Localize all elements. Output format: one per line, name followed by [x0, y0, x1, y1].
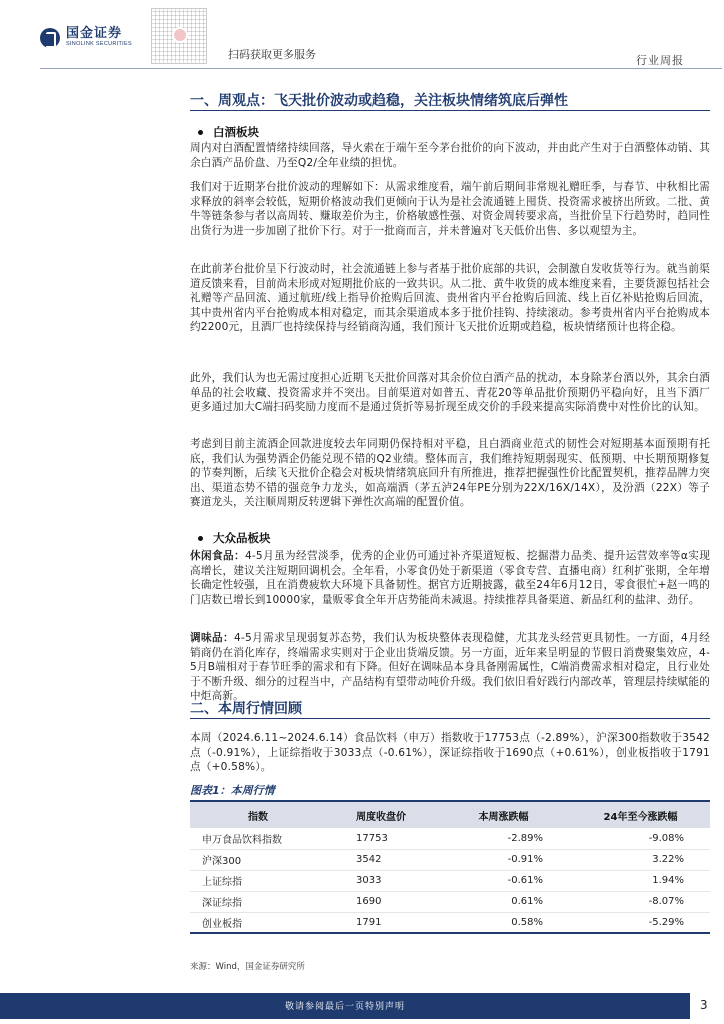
weekly-performance-table [190, 802, 710, 934]
table-cell: 17753 [326, 828, 436, 849]
table-cell: 深证综指 [190, 891, 326, 912]
paragraph-lead: 休闲食品： [190, 550, 245, 562]
table-cell: 0.58% [436, 912, 571, 933]
table-cell: 沪深300 [190, 849, 326, 870]
column-header: 周度收盘价 [326, 802, 436, 828]
header-divider [40, 68, 722, 69]
company-logo [40, 27, 132, 48]
section-divider [190, 718, 710, 719]
table-cell: 3542 [326, 849, 436, 870]
table-cell: 上证综指 [190, 870, 326, 891]
table-cell: 申万食品饮料指数 [190, 828, 326, 849]
table-row [190, 828, 710, 849]
subheading-consumer-goods [190, 530, 271, 546]
footer-disclaimer[interactable]: 敬请参阅最后一页特别声明 [284, 1002, 405, 1012]
table-cell: 3033 [326, 870, 436, 891]
report-type: 行业周报 [636, 54, 684, 67]
subheading-baijiu [190, 124, 259, 140]
column-header: 指数 [190, 802, 326, 828]
table-header-row [190, 802, 710, 828]
table-source: 来源：Wind，国金证券研究所 [190, 962, 305, 972]
table-cell: 1690 [326, 891, 436, 912]
table-cell: 3.22% [571, 849, 710, 870]
table-row [190, 849, 710, 870]
subheading-label: 白酒板块 [213, 125, 259, 139]
paragraph: 在此前茅台批价呈下行波动时，社会流通链上参与者基于批价底部的共识，会制激自发收货等行为。就当前渠道反馈来看，目前尚未形成对短期批价底的一致共识。从二批、黄牛收货的成本维度来看，主要货源包括社会礼赠等产品回流、通过航班/线上指导价抢购后回流、贵州省内平台抢购后回流、线上百亿补贴抢购后回流，其中贵州省内平台抢购成本相对稳定，而其余渠道成本多于批价挂钩、持续滚动。参考贵州省内平台抢购成本约2200元，且酒厂也持续保持与经销商沟通，我们预计飞天批价近期或趋稳，板块情绪预计也将企稳。 [190, 263, 710, 334]
table-cell: 0.61% [436, 891, 571, 912]
paragraph-condiments [190, 631, 710, 704]
logo-name-cn: 国金证券 [66, 26, 123, 41]
table-cell: -9.08% [571, 828, 710, 849]
paragraph: 此外，我们认为也无需过度担心近期飞天批价回落对其余价位白酒产品的扰动，本身除茅台酒以外，其余白酒单品的社会收藏、投资需求并不突出。目前渠道对如普五、青花20等单品批价预期仍平稳向好，且当下酒厂更多通过加大C端扫码奖励力度而不是通过货折等易折现至成交价的手段来提高实际消费中对性价比的认知。 [190, 372, 710, 414]
paragraph: 本周（2024.6.11~2024.6.14）食品饮料（申万）指数收于17753点（-2.89%），沪深300指数收于3542点（-0.91%），上证综指收于3033点（-0.61%），深证综指收于1690点（+0.61%），创业板指收于1791点（+0.58%）。 [190, 732, 710, 774]
table-cell: -5.29% [571, 912, 710, 933]
table-cell: -8.07% [571, 891, 710, 912]
bullet-icon [198, 536, 203, 541]
paragraph-body: 4-5月虽为经营淡季，优秀的企业仍可通过补齐渠道短板、挖掘潜力品类、提升运营效率等α实现高增长，建议关注短期回调机会。全年看，小零食仍处于新渠道（零食专营、直播电商）红利扩张期，全年增长确定性较强，且在消费疲软大环境下具备韧性。据官方近期披露，截至24年6月12日，零食很忙+赵一鸣的门店数已增长到10000家，量贩零食全年开店势能尚未减退。持续推荐具备渠道、新品红利的盐津、劲仔。 [190, 550, 710, 606]
figure-title: 图表1：本周行情 [190, 784, 275, 797]
table-cell: -2.89% [436, 828, 571, 849]
bullet-icon [198, 130, 203, 135]
table-cell: 1791 [326, 912, 436, 933]
paragraph: 考虑到目前主流酒企回款进度较去年同期仍保持相对平稳，且白酒商业范式的韧性会对短期基本面预期有托底，我们认为强势酒企仍能兑现不错的Q2业绩。整体而言，我们维持短期弱现实、低预期、中长期预期修复的节奏判断，后续飞天批价企稳会对板块情绪筑底回升有所推进，推荐把握强性价比配置契机，推荐品牌力突出、渠道态势不错的强竞争力龙头，如高端酒（茅五泸24年PE分别为22X/16X/14X），及汾酒（22X）等子赛道龙头，关注顺周期反转逻辑下弹性次高端的配置价值。 [190, 438, 710, 509]
subheading-label: 大众品板块 [213, 531, 271, 545]
paragraph-body: 4-5月需求呈现弱复苏态势，我们认为板块整体表现稳健，尤其龙头经营更具韧性。一方面，4月经销商仍在消化库存，终端需求实则对于企业出货端反馈。另一方面，近年来呈明显的节假日消费聚集效应，4-5月B端相对于春节旺季的需求和有下降。但好在调味品本身具备刚需属性，C端消费需求相对稳定，且行业处于不断升级、细分的过程当中，产品结构有望带动吨价升级。我们依旧看好践行内部改革，管理层持续赋能的中炬高新。 [190, 632, 710, 703]
page-header [0, 0, 724, 72]
column-header: 本周涨跌幅 [436, 802, 571, 828]
column-header: 24年至今涨跌幅 [571, 802, 710, 828]
table-row [190, 891, 710, 912]
paragraph-lead: 调味品： [190, 632, 234, 644]
paragraph: 我们对于近期茅台批价波动的理解如下：从需求维度看，端午前后期间非常规礼赠旺季，与春节、中秋相比需求释放的斜率会较低，短期价格波动我们更倾向于认为是社会流通链上囤货、投资需求被挤出所致。二批、黄牛等链条参与者以高周转、赚取差价为主，价格敏感性强、对资金周转要求高，当批价呈下行趋势时，趋同性出货行为进一步加剧了批价下行。对于一批商而言，并未普遍对飞天低价出售、多以观望为主。 [190, 181, 710, 237]
table-cell: -0.91% [436, 849, 571, 870]
qr-code-icon[interactable] [151, 8, 207, 64]
table-cell: 创业板指 [190, 912, 326, 933]
table-row [190, 870, 710, 891]
paragraph: 周内对白酒配置情绪持续回落，导火索在于端午至今茅台批价的向下波动，并由此产生对于白酒整体动销、其余白酒产品价盘、乃至Q2/全年业绩的担忧。 [190, 142, 710, 169]
scan-prompt: 扫码获取更多服务 [228, 48, 316, 61]
logo-icon [40, 28, 60, 48]
paragraph-snacks [190, 549, 710, 607]
page-number: 3 [700, 998, 708, 1012]
table-cell: -0.61% [436, 870, 571, 891]
section-title-weekly-view: 一、周观点：飞天批价波动或趋稳，关注板块情绪筑底后弹性 [190, 93, 568, 109]
table-row [190, 912, 710, 933]
section-divider [190, 110, 710, 111]
section-title-market-review: 二、本周行情回顾 [190, 701, 302, 717]
logo-name-en: SINOLINK SECURITIES [66, 41, 132, 47]
table-cell: 1.94% [571, 870, 710, 891]
